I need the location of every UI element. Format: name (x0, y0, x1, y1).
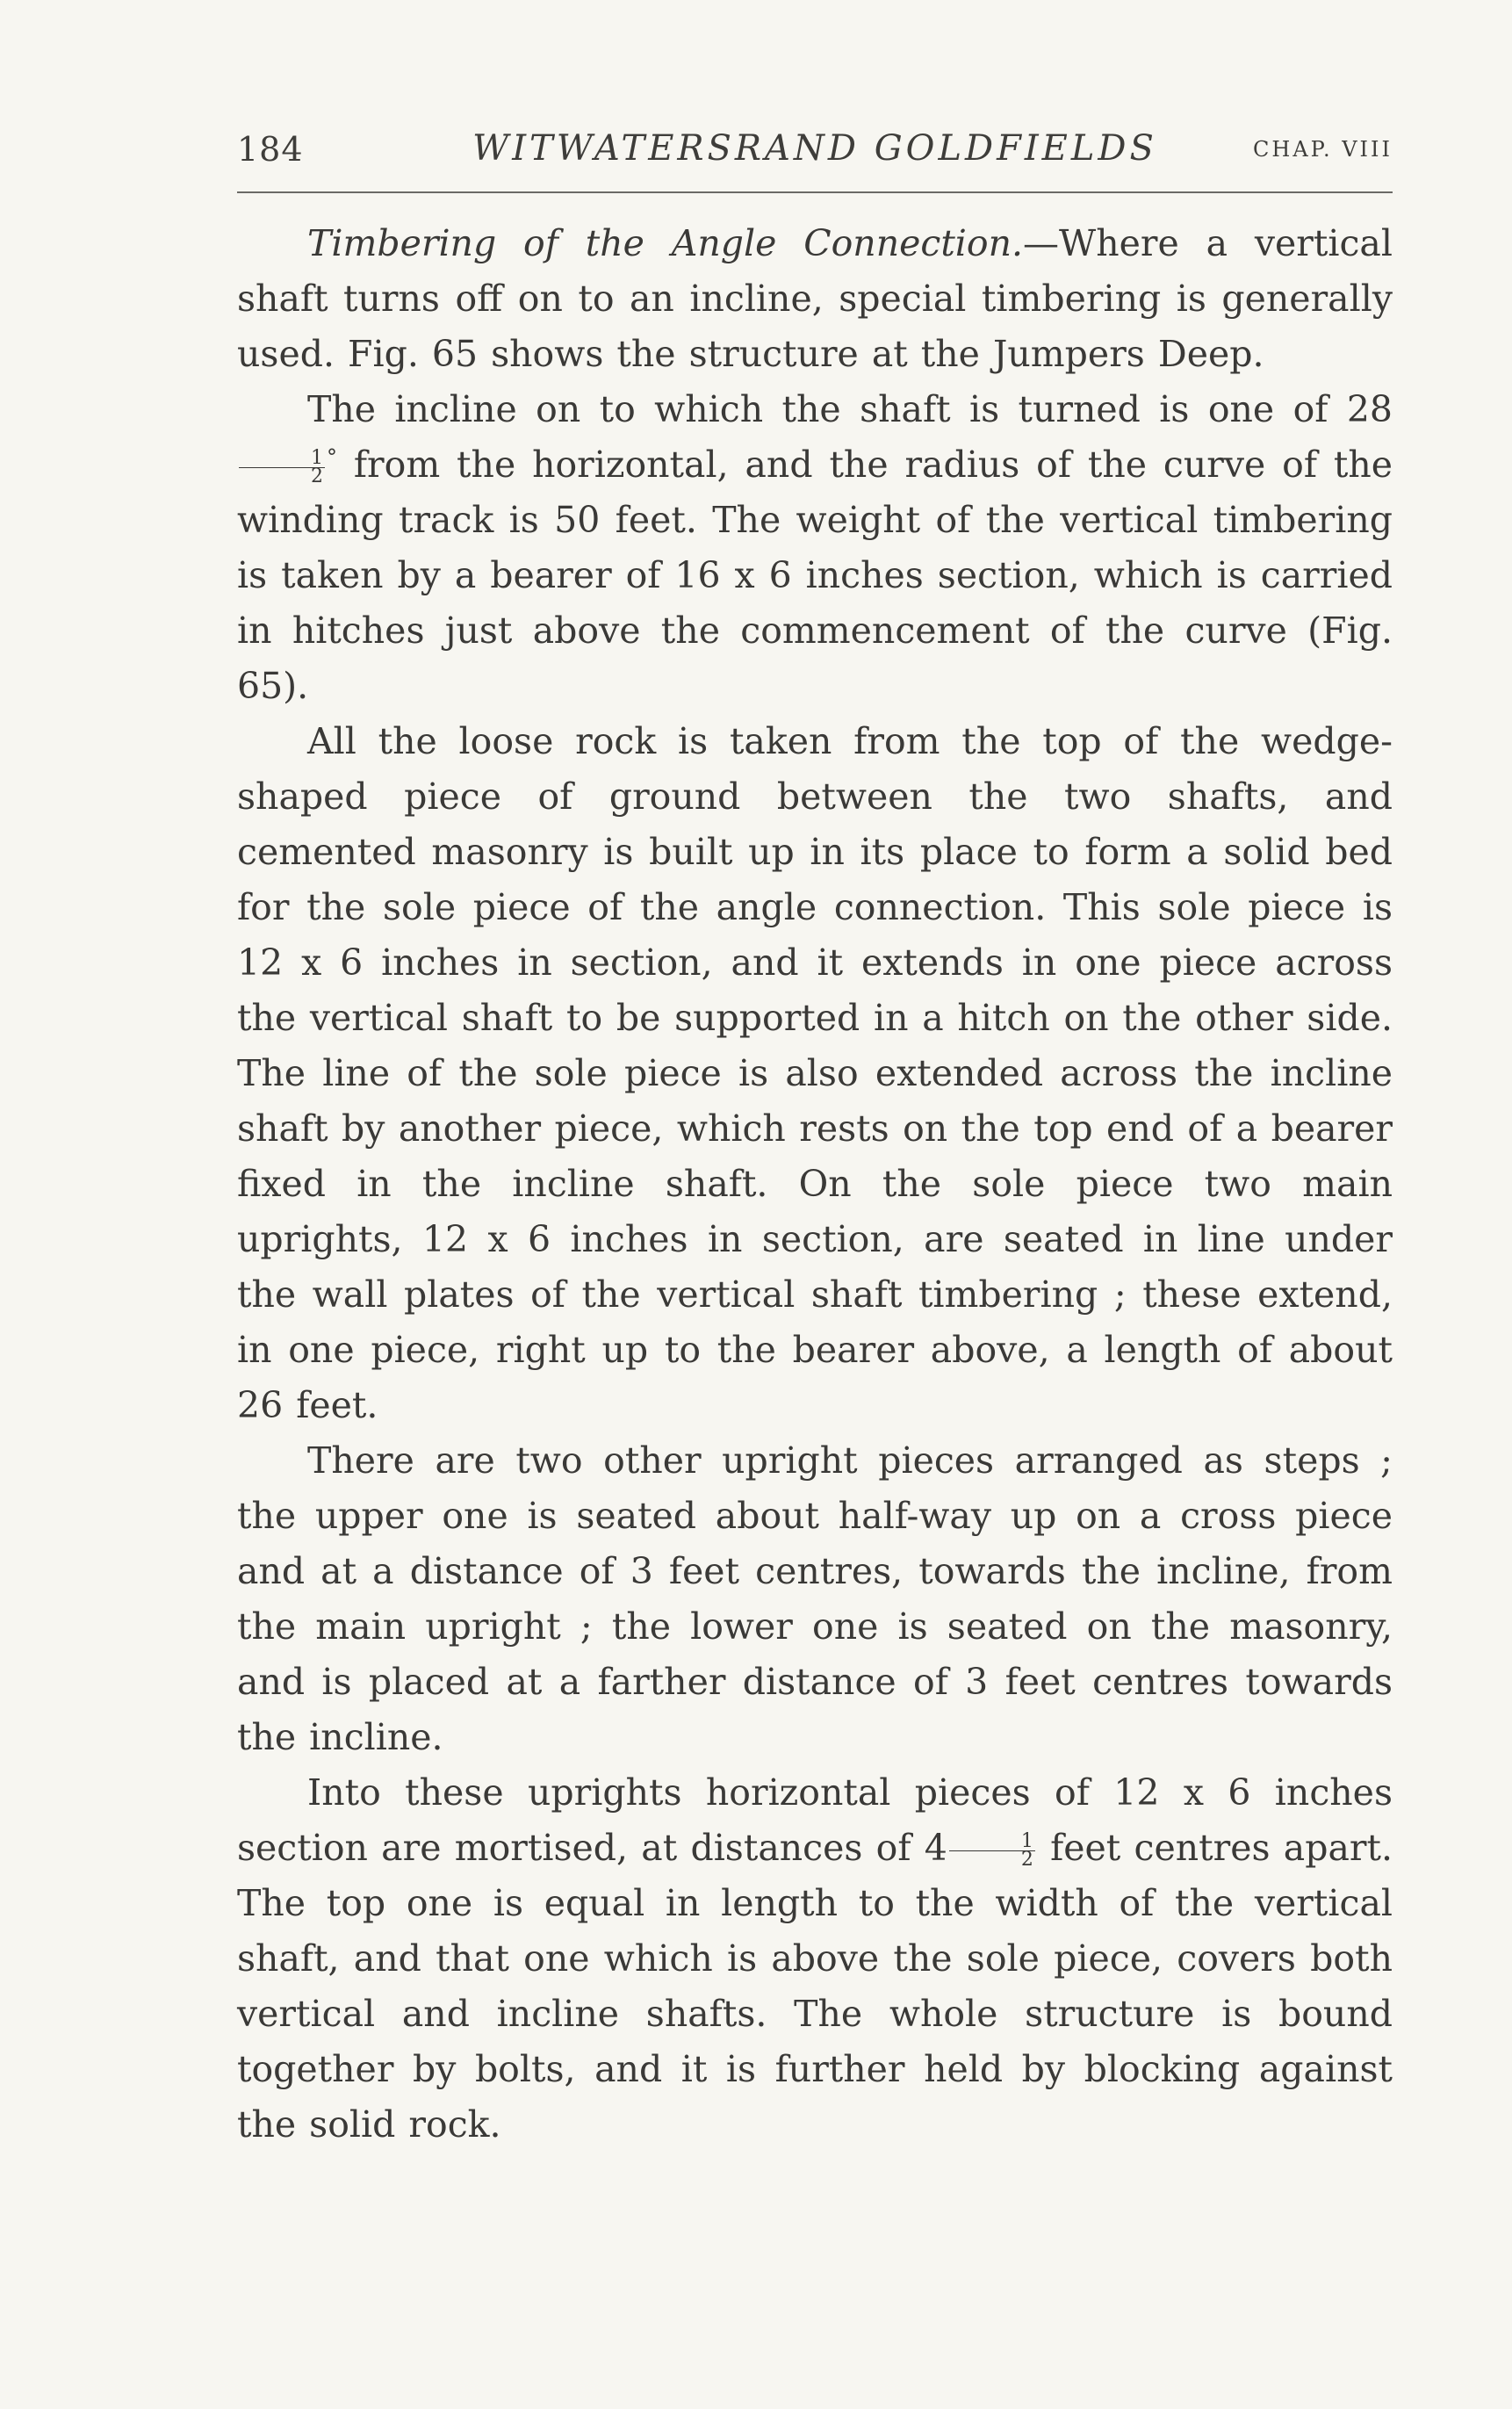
paragraph-5-text-a: Into these uprights horizontal pieces of 12 x 6 inches section are mortised, at distances of 4 (237, 1771, 1393, 1869)
paragraph-3: All the loose rock is taken from the top of the wedge-shaped piece of ground between the two shafts, and cemented masonry is built up in its place to form a solid bed for the sole piece of the angle connection. This sole piece is 12 x 6 inches in section, and it extends in one piece across the vertical shaft to be supported in a hitch on the other side. The line of the sole piece is also extended across the incline shaft by another piece, which rests on the top end of a bearer fixed in the incline shaft. On the sole piece two main uprights, 12 x 6 inches in section, are seated in line under the wall plates of the vertical shaft timbering ; these extend, in one piece, right up to the bearer above, a length of about 26 feet. (237, 720, 1393, 1426)
paragraph-2 (237, 382, 1393, 714)
section-heading: Timbering of the Angle Connection. (307, 222, 1024, 264)
fraction-half (239, 447, 325, 487)
chapter-label: CHAP. VIII (1253, 137, 1393, 162)
body-text (237, 216, 1393, 2153)
paragraph-2-text-b: from the horizontal, and the radius of the curve of the winding track is 50 feet. The weight of the vertical timbering is taken by a bearer of 16 x 6 inches section, which is carried in hitches just above the commencement of the curve (Fig. 65). (237, 444, 1393, 707)
paragraph-1-text: —Where a vertical shaft turns off on to an incline, special timbering is generally used. Fig. 65 shows the structure at the Jumpers Deep. (237, 222, 1393, 375)
fraction-numerator: 1 (239, 450, 325, 468)
fraction-half (949, 1830, 1035, 1871)
header-rule (237, 191, 1393, 193)
running-title: WITWATERSRAND GOLDFIELDS (472, 128, 1157, 169)
fraction-denominator: 2 (311, 465, 323, 487)
paragraph-5-text-b: feet centres apart. The top one is equal in length to the width of the vertical shaft, and that one which is above the sole piece, covers both vertical and incline shafts. The whole structure is bound together by bolts, and it is further held by blocking against the solid rock. (237, 1827, 1393, 2146)
paragraph-5 (237, 1765, 1393, 2153)
fraction-numerator: 1 (949, 1833, 1035, 1851)
running-head (237, 123, 1393, 176)
book-page (237, 123, 1393, 2153)
page-number: 184 (237, 130, 304, 169)
paragraph-4: There are two other upright pieces arranged as steps ; the upper one is seated about half-way up on a cross piece and at a distance of 3 feet centres, towards the incline, from the main upright ; the lower one is seated on the masonry, and is placed at a farther distance of 3 feet centres towards the incline. (237, 1439, 1393, 1758)
fraction-denominator: 2 (1020, 1849, 1033, 1871)
paragraph-1 (237, 216, 1393, 382)
paragraph-2-text-a: The incline on to which the shaft is turned is one of 28 (307, 388, 1393, 430)
degree-sign: ° (327, 444, 337, 470)
